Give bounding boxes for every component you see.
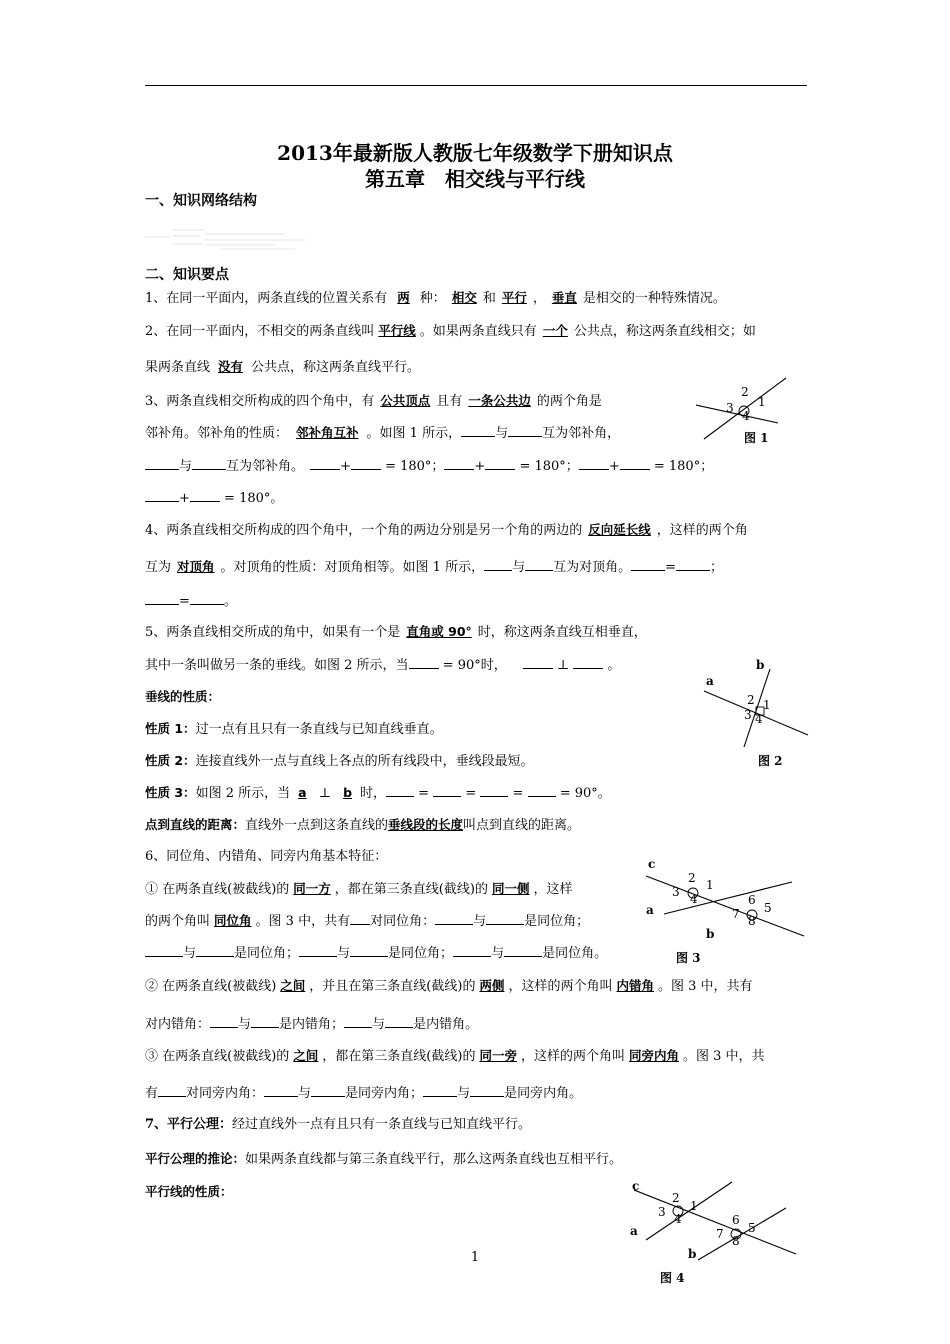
fig3-angle-5: 5	[764, 901, 772, 915]
fig4-angle-4: 4	[674, 1212, 682, 1226]
point-1: 1、在同一平面内，两条直线的位置关系有 两 种： 相交 和 平行 ， 垂直 是相交的一种特殊情况。	[145, 290, 726, 306]
parallel-line-properties: 平行线的性质：	[145, 1184, 233, 1199]
fig4-line-c: c	[632, 1179, 640, 1193]
point-3-line2: 邻补角。邻补角的性质： 邻补角互补 。如图 1 所示， 与 互为邻补角，	[145, 425, 621, 441]
fig3-angle-6: 6	[748, 893, 756, 907]
fig4-angle-8: 8	[732, 1234, 740, 1248]
fig3-caption: 图 3	[676, 951, 701, 965]
point-3-line3: 与 互为邻补角。 + = 180°； + = 180°； + = 180°；	[145, 457, 713, 476]
point-2-cont: 果两条直线 没有 公共点，称这两条直线平行。	[145, 359, 421, 375]
corresponding-angles-line3: 与 是同位角； 与 是同位角； 与 是同位角。	[145, 944, 607, 963]
fig2-caption: 图 2	[758, 754, 783, 768]
point-6: 6、同位角、内错角、同旁内角基本特征：	[145, 849, 388, 864]
section-key-points: 二、知识要点	[145, 267, 229, 283]
fig2-angle-2: 2	[747, 693, 755, 707]
fig4-angle-5: 5	[748, 1221, 756, 1235]
fig3-line-b: b	[706, 927, 715, 941]
fig1-angle-3: 3	[726, 401, 734, 415]
fig2-angle-3: 3	[744, 708, 752, 722]
fig3-angle-8: 8	[748, 914, 756, 928]
fig4-angle-6: 6	[732, 1213, 740, 1227]
fig1-angle-2: 2	[741, 385, 749, 399]
same-side-interior-angles: ③ 在两条直线(被截线)的 之间 ，都在第三条直线(截线)的 同一旁 ，这样的两个角叫 同旁内角 。图 3 中，共	[145, 1048, 765, 1064]
point-4: 4、两条直线相交所构成的四个角中，一个角的两边分别是另一个角的两边的 反向延长线 ，这样的两个角	[145, 522, 748, 538]
fig2-angle-4: 4	[755, 712, 763, 726]
point-5: 5、两条直线相交所成的角中，如果有一个是 直角或 90° 时，称这两条直线互相垂直，	[145, 624, 647, 640]
point-4-line3: = 。	[145, 592, 237, 611]
point-4-line2: 互为 对顶角 。对顶角的性质：对顶角相等。如图 1 所示， 与 互为对顶角。 = ；	[145, 559, 724, 575]
fig4-caption: 图 4	[660, 1271, 685, 1285]
fig4-angle-1: 1	[690, 1199, 698, 1213]
page-title: 2013年最新版人教版七年级数学下册知识点	[277, 141, 673, 165]
fig3-angle-7: 7	[732, 907, 740, 921]
page-number: 1	[470, 1250, 480, 1265]
same-side-interior-angles-line2: 有 对同旁内角： 与 是同旁内角； 与 是同旁内角。	[145, 1086, 583, 1101]
knowledge-network-diagram	[145, 222, 310, 252]
alternate-interior-angles-line2: 对内错角： 与 是内错角； 与 是内错角。	[145, 1017, 479, 1032]
parallel-axiom: 7、平行公理：经过直线外一点有且只有一条直线与已知直线平行。	[145, 1117, 532, 1132]
perpendicular-properties-title: 垂线的性质：	[145, 689, 221, 704]
fig1-angle-1: 1	[758, 395, 766, 409]
fig4-angle-2: 2	[672, 1191, 680, 1205]
fig2-line-b: b	[756, 658, 765, 672]
header-rule	[145, 85, 807, 86]
fig3-line-c: c	[648, 857, 656, 871]
point-3: 3、两条直线相交所构成的四个角中，有 公共顶点 且有 一条公共边 的两个角是	[145, 393, 602, 409]
fig3-line-a: a	[646, 903, 654, 917]
alternate-interior-angles: ② 在两条直线(被截线) 之间 ，并且在第三条直线(截线)的 两侧 ，这样的两个角叫 内错角 。图 3 中，共有	[145, 978, 753, 994]
fig1-angle-4: 4	[742, 409, 750, 423]
fig4-angle-3: 3	[658, 1205, 666, 1219]
figure-2	[700, 655, 810, 770]
point-to-line-distance: 点到直线的距离：直线外一点到这条直线的垂线段的长度叫点到直线的距离。	[145, 817, 581, 833]
fig3-angle-2: 2	[688, 871, 696, 885]
figure-1	[696, 376, 796, 446]
fig2-line-a: a	[706, 674, 714, 688]
figure-4	[626, 1176, 798, 1288]
corresponding-angles: ① 在两条直线(被截线)的 同一方 ，都在第三条直线(截线)的 同一侧 ，这样	[145, 881, 573, 897]
property-2: 性质 2：连接直线外一点与直线上各点的所有线段中，垂线段最短。	[145, 753, 534, 769]
fig3-angle-1: 1	[706, 878, 714, 892]
fig3-angle-3: 3	[672, 885, 680, 899]
chapter-title: 第五章 相交线与平行线	[365, 167, 585, 191]
property-3: 性质 3：如图 2 所示，当 a ⊥ b 时， = = = = 90°。	[145, 785, 611, 801]
figure-3	[640, 852, 810, 970]
point-2: 2、在同一平面内，不相交的两条直线叫 平行线 。如果两条直线只有 一个 公共点，称这两条直线相交；如	[145, 323, 756, 339]
fig4-line-a: a	[630, 1224, 638, 1238]
fig3-angle-4: 4	[690, 892, 698, 906]
section-knowledge-network: 一、知识网络结构	[145, 193, 257, 209]
fig1-caption: 图 1	[744, 431, 769, 445]
fig4-line-b: b	[688, 1247, 697, 1261]
point-5-line2: 其中一条叫做另一条的垂线。如图 2 所示，当 = 90°时， ⊥ 。	[145, 658, 621, 673]
fig4-angle-7: 7	[716, 1227, 724, 1241]
corresponding-angles-line2: 的两个角叫 同位角 。图 3 中，共有 对同位角： 与 是同位角；	[145, 913, 590, 929]
fig2-angle-1: 1	[763, 698, 771, 712]
property-1: 性质 1：过一点有且只有一条直线与已知直线垂直。	[145, 721, 443, 737]
point-3-line4: + = 180°。	[145, 489, 283, 508]
parallel-axiom-corollary: 平行公理的推论：如果两条直线都与第三条直线平行，那么这两条直线也互相平行。	[145, 1151, 623, 1167]
